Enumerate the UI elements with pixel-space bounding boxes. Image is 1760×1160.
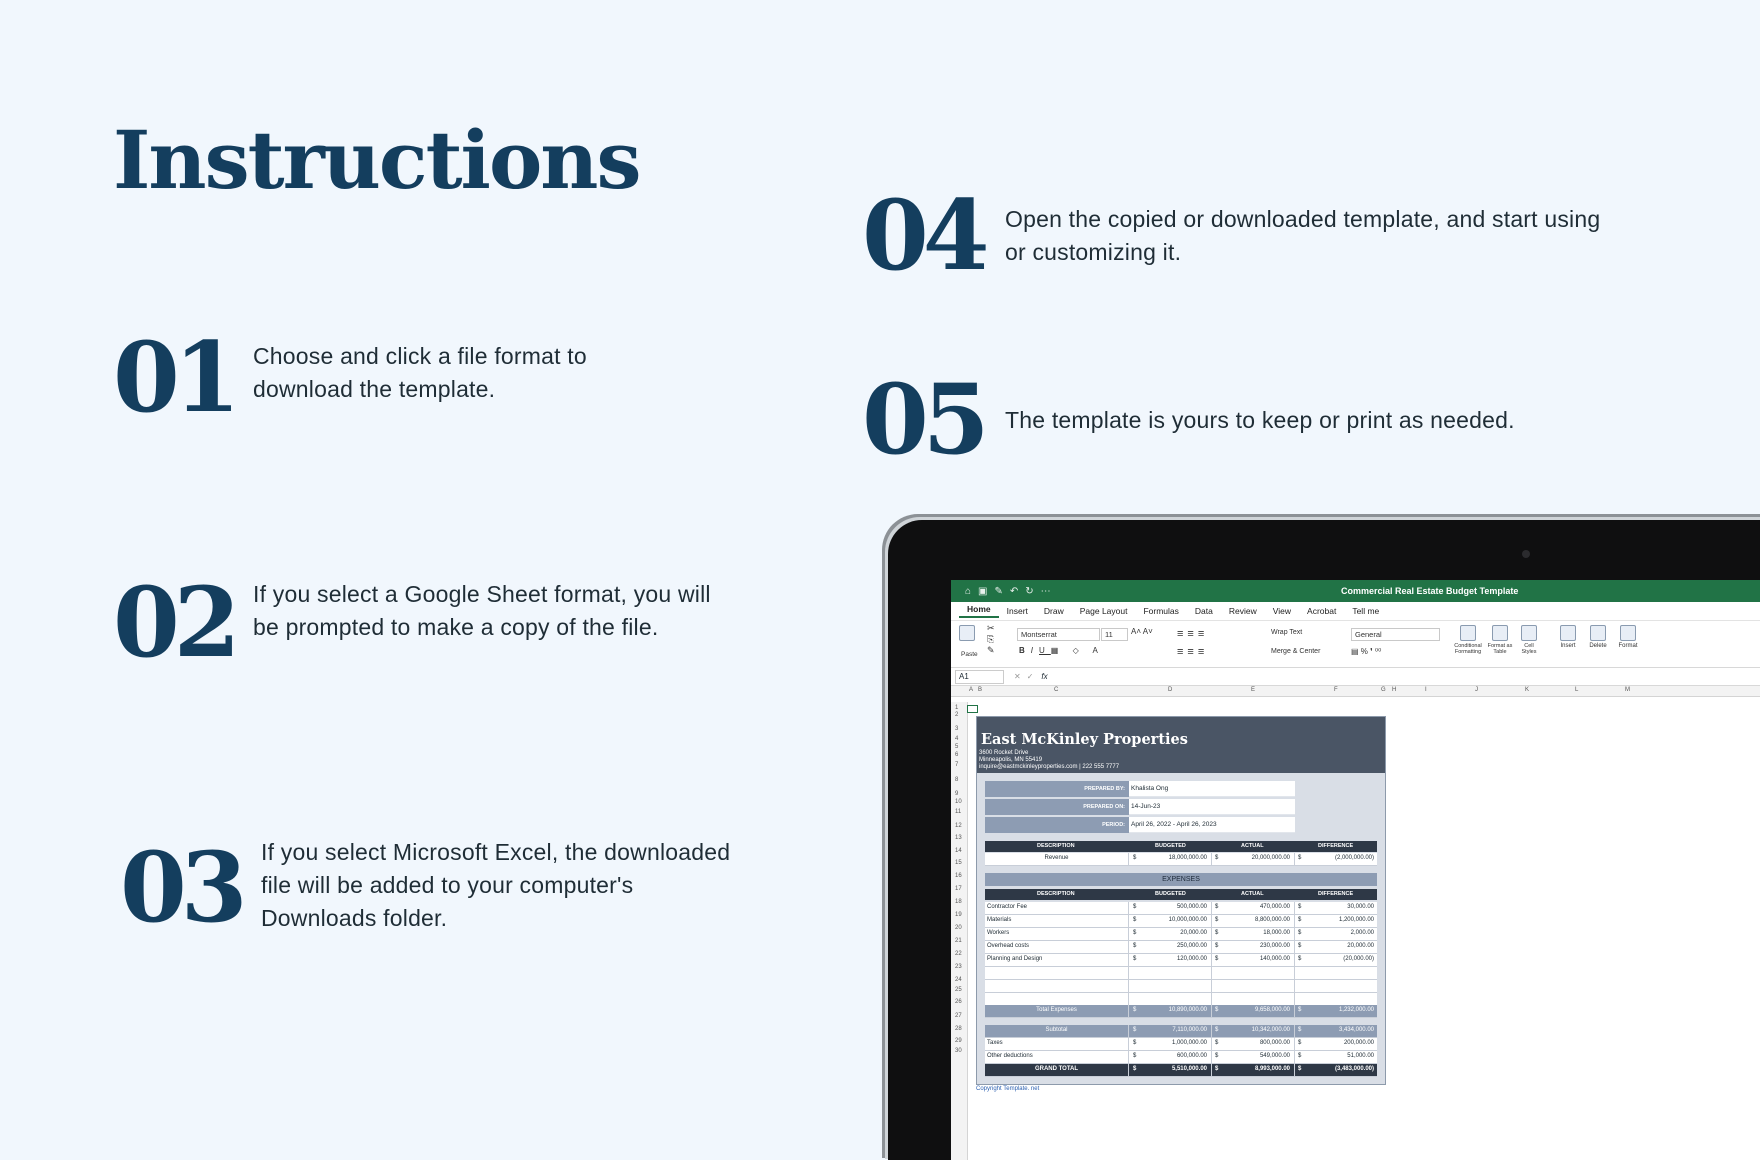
column-header[interactable]: G: [1381, 687, 1386, 693]
excel-window: [951, 580, 1760, 1160]
cut-icon[interactable]: ✂: [987, 623, 995, 633]
currency-symbol: $: [1133, 1053, 1137, 1059]
cell-divider: [1211, 1064, 1212, 1076]
cell-label: Subtotal: [1045, 1027, 1068, 1033]
table-row[interactable]: [985, 967, 1377, 980]
row-header[interactable]: 7: [955, 762, 959, 768]
currency-symbol: $: [1298, 904, 1302, 910]
contact-line: inquire@eastmckinleyproperties.com | 222 555 7777: [979, 764, 1120, 770]
cell-divider: [1294, 1005, 1295, 1017]
row-header[interactable]: 30: [955, 1048, 962, 1054]
ribbon-tabs: [951, 602, 1760, 621]
redo-icon[interactable]: ↻: [1025, 585, 1034, 597]
column-header[interactable]: L: [1575, 687, 1579, 693]
cell-divider: [1294, 954, 1295, 966]
excel-titlebar: [951, 580, 1760, 602]
prepared-by-label: PREPARED BY:: [985, 781, 1129, 797]
row-header[interactable]: 19: [955, 912, 962, 918]
cell-actual: 230,000.00: [1259, 943, 1290, 949]
cell-divider: [1294, 1051, 1295, 1063]
currency-symbol: $: [1133, 943, 1137, 949]
row-header[interactable]: 12: [955, 823, 962, 829]
delete-icon: [1590, 625, 1606, 641]
cell-divider: [1128, 1038, 1129, 1050]
number-format-icons[interactable]: ▤ % ❜ ⁰⁰: [1351, 647, 1382, 656]
save-icon[interactable]: ▣: [978, 585, 988, 597]
row-header[interactable]: 13: [955, 835, 962, 841]
cell-divider: [1128, 1064, 1129, 1076]
cell-difference: (2,000,000.00): [1334, 855, 1374, 861]
cell-budgeted: 18,000,000.00: [1168, 855, 1207, 861]
step-number: 04: [862, 179, 984, 292]
step-text: Choose and click a file format to download the template.: [253, 343, 587, 402]
step-number: 01: [113, 321, 235, 434]
tab-view[interactable]: View: [1272, 606, 1292, 616]
row-header[interactable]: 23: [955, 964, 962, 970]
currency-symbol: $: [1133, 917, 1137, 923]
home-icon[interactable]: ⌂: [965, 585, 972, 597]
insert-cells-button[interactable]: Insert: [1555, 625, 1581, 649]
confirm-icon[interactable]: ✓: [1026, 672, 1034, 681]
header-description: DESCRIPTION: [1037, 843, 1075, 849]
cell-budgeted: 120,000.00: [1176, 956, 1207, 962]
cell-actual: 10,342,000.00: [1251, 1027, 1290, 1033]
cell-divider: [1211, 915, 1212, 927]
step-text: If you select Microsoft Excel, the downloaded file will be added to your computer's Downloads folder.: [261, 839, 731, 931]
step-text: If you select a Google Sheet format, you will be prompted to make a copy of the file.: [253, 581, 711, 640]
cell-difference: 51,000.00: [1347, 1053, 1374, 1059]
cell-divider: [1211, 853, 1212, 865]
currency-symbol: $: [1215, 917, 1219, 923]
delete-cells-button[interactable]: Delete: [1585, 625, 1611, 649]
expenses-band: EXPENSES: [985, 873, 1377, 886]
cell-difference: 200,000.00: [1343, 1040, 1374, 1046]
prepared-by-value[interactable]: Khalista Ong: [1129, 781, 1295, 797]
cell-label: Contractor Fee: [987, 904, 1028, 910]
cell-divider: [1294, 980, 1295, 992]
cell-actual: 549,000.00: [1259, 1053, 1290, 1059]
cell-actual: 9,658,000.00: [1254, 1007, 1290, 1013]
selected-cell[interactable]: [967, 705, 978, 713]
row-header[interactable]: 21: [955, 938, 962, 944]
cell-divider: [1211, 967, 1212, 979]
cell-actual: 8,993,000.00: [1254, 1066, 1290, 1072]
cell-divider: [1128, 902, 1129, 914]
column-header[interactable]: B: [978, 687, 983, 693]
quick-access-toolbar: [951, 586, 1051, 597]
cell-label: Planning and Design: [987, 956, 1043, 962]
step-number: 05: [862, 363, 984, 476]
column-header[interactable]: I: [1425, 687, 1427, 693]
function-icon[interactable]: fx: [1041, 672, 1048, 681]
cell-label: Materials: [987, 917, 1012, 923]
address-line-1: 3600 Rocket Drive: [979, 750, 1029, 756]
row-header[interactable]: 22: [955, 951, 962, 957]
table-row[interactable]: [985, 954, 1377, 967]
currency-symbol: $: [1133, 904, 1137, 910]
cell-label: Total Expenses: [1036, 1007, 1077, 1013]
cell-difference: (3,483,000.00): [1334, 1066, 1374, 1072]
tab-home[interactable]: Home: [959, 604, 999, 618]
cell-divider: [1211, 993, 1212, 1005]
period-value[interactable]: April 26, 2022 - April 26, 2023: [1129, 817, 1295, 833]
cell-divider: [1211, 1051, 1212, 1063]
table-row[interactable]: [985, 853, 1377, 866]
currency-symbol: $: [1298, 1027, 1302, 1033]
currency-symbol: $: [1215, 855, 1219, 861]
cell-difference: 20,000.00: [1347, 943, 1374, 949]
prepared-on-label: PREPARED ON:: [985, 799, 1129, 815]
currency-symbol: $: [1298, 943, 1302, 949]
cell-divider: [1211, 941, 1212, 953]
currency-symbol: $: [1215, 1066, 1219, 1072]
currency-symbol: $: [1298, 930, 1302, 936]
cell-divider: [1211, 980, 1212, 992]
copy-icon[interactable]: ⎘: [987, 634, 995, 644]
header-difference: DIFFERENCE: [1318, 891, 1354, 897]
grow-shrink-font[interactable]: A˄ A˅: [1131, 627, 1153, 636]
merge-center-button[interactable]: Merge & Center: [1271, 648, 1321, 655]
currency-symbol: $: [1215, 943, 1219, 949]
copyright-text[interactable]: Copyright Template. net: [976, 1086, 1040, 1092]
step-text: Open the copied or downloaded template, and start using or customizing it.: [1005, 206, 1601, 265]
currency-symbol: $: [1133, 1027, 1137, 1033]
expenses-table-header: [985, 889, 1377, 900]
cell-actual: 470,000.00: [1259, 904, 1290, 910]
cell-difference: 1,232,000.00: [1338, 1007, 1374, 1013]
cell-label: Taxes: [987, 1040, 1003, 1046]
header-actual: ACTUAL: [1241, 891, 1264, 897]
name-box[interactable]: A1: [955, 670, 1004, 684]
row-header[interactable]: 27: [955, 1013, 962, 1019]
clipboard-icon: [959, 625, 975, 641]
format-icon: [1620, 625, 1636, 641]
conditional-formatting-button[interactable]: Conditional Formatting: [1451, 625, 1485, 655]
currency-symbol: $: [1215, 1027, 1219, 1033]
table-row[interactable]: [985, 980, 1377, 993]
row-headers: [951, 702, 968, 1160]
column-header[interactable]: E: [1251, 687, 1256, 693]
cell-budgeted: 1,000,000.00: [1171, 1040, 1207, 1046]
currency-symbol: $: [1133, 855, 1137, 861]
cell-divider: [1211, 1005, 1212, 1017]
currency-symbol: $: [1298, 1007, 1302, 1013]
cell-divider: [1128, 1025, 1129, 1037]
cell-divider: [1128, 1051, 1129, 1063]
tab-tell-me[interactable]: Tell me: [1352, 606, 1380, 616]
currency-symbol: $: [1215, 1053, 1219, 1059]
page-title: Instructions: [113, 113, 640, 207]
row-header[interactable]: 5: [955, 744, 959, 750]
cancel-icon[interactable]: ✕: [1014, 672, 1021, 681]
cell-divider: [1128, 853, 1129, 865]
row-header[interactable]: 9: [955, 791, 959, 797]
row-header[interactable]: 17: [955, 886, 962, 892]
column-headers: [951, 686, 1760, 697]
header-budgeted: BUDGETED: [1155, 891, 1186, 897]
tab-review[interactable]: Review: [1228, 606, 1257, 616]
cell-divider: [1128, 967, 1129, 979]
cell-label: Revenue: [1044, 855, 1069, 861]
cell-divider: [1294, 915, 1295, 927]
cell-divider: [1211, 1025, 1212, 1037]
cell-divider: [1294, 967, 1295, 979]
cell-actual: 20,000,000.00: [1251, 855, 1290, 861]
clipboard-tools: [987, 623, 995, 656]
font-style-buttons[interactable]: BIU▦ ◇ A: [1019, 646, 1104, 655]
currency-symbol: $: [1133, 1040, 1137, 1046]
cell-divider: [1211, 902, 1212, 914]
column-header[interactable]: M: [1625, 687, 1630, 693]
cell-actual: 8,800,000.00: [1254, 917, 1290, 923]
currency-symbol: $: [1133, 956, 1137, 962]
table-row[interactable]: [985, 1005, 1377, 1018]
header-budgeted: BUDGETED: [1155, 843, 1186, 849]
cell-divider: [1294, 993, 1295, 1005]
currency-symbol: $: [1215, 930, 1219, 936]
cell-difference: 3,434,000.00: [1338, 1027, 1374, 1033]
header-difference: DIFFERENCE: [1318, 843, 1354, 849]
cell-divider: [1128, 980, 1129, 992]
cell-difference: 1,200,000.00: [1338, 917, 1374, 923]
cell-divider: [1294, 1064, 1295, 1076]
column-header[interactable]: J: [1475, 687, 1478, 693]
cell-actual: 18,000.00: [1263, 930, 1290, 936]
row-header[interactable]: 26: [955, 999, 962, 1005]
tab-draw[interactable]: Draw: [1043, 606, 1064, 616]
company-header: [977, 717, 1385, 773]
table-row[interactable]: [985, 1025, 1377, 1038]
font-name-select[interactable]: Montserrat: [1017, 628, 1100, 641]
cell-divider: [1211, 1038, 1212, 1050]
row-header[interactable]: 14: [955, 848, 962, 854]
column-header[interactable]: A: [969, 687, 974, 693]
camera-dot: [1522, 550, 1530, 558]
cell-difference: 30,000.00: [1347, 904, 1374, 910]
currency-symbol: $: [1215, 904, 1219, 910]
cell-budgeted: 10,000,000.00: [1168, 917, 1207, 923]
laptop-mockup: [888, 520, 1760, 1160]
cell-label: Workers: [987, 930, 1010, 936]
table-row[interactable]: [985, 902, 1377, 915]
more-icon[interactable]: ⋯: [1040, 585, 1051, 597]
cell-divider: [1294, 928, 1295, 940]
cell-divider: [1294, 1038, 1295, 1050]
row-header[interactable]: 10: [955, 799, 962, 805]
cell-divider: [1211, 954, 1212, 966]
alignment-icons[interactable]: ≡≡≡ ≡≡≡: [1177, 628, 1209, 658]
cell-styles-button[interactable]: Cell Styles: [1517, 625, 1541, 655]
period-label: PERIOD:: [985, 817, 1129, 833]
column-header[interactable]: H: [1392, 687, 1397, 693]
cell-divider: [1294, 941, 1295, 953]
address-line-2: Minneapolis, MN 55419: [979, 757, 1043, 763]
tab-insert[interactable]: Insert: [1006, 606, 1028, 616]
tab-acrobat[interactable]: Acrobat: [1307, 606, 1337, 616]
cell-difference: (20,000.00): [1343, 956, 1374, 962]
cell-budgeted: 600,000.00: [1176, 1053, 1207, 1059]
column-header[interactable]: C: [1054, 687, 1059, 693]
undo-icon[interactable]: ↶: [1009, 585, 1019, 597]
cell-divider: [1294, 902, 1295, 914]
tab-page-layout[interactable]: Page Layout: [1079, 606, 1128, 616]
column-header[interactable]: D: [1168, 687, 1173, 693]
currency-symbol: $: [1298, 1053, 1302, 1059]
budget-sheet: [976, 716, 1386, 1085]
row-header[interactable]: 24: [955, 977, 962, 983]
currency-symbol: $: [1298, 917, 1302, 923]
step-text: The template is yours to keep or print as needed.: [1005, 407, 1515, 433]
cell-label: Other deductions: [987, 1053, 1033, 1059]
ribbon: [951, 621, 1760, 668]
row-header[interactable]: 11: [955, 809, 962, 815]
tab-formulas[interactable]: Formulas: [1143, 606, 1179, 616]
cell-label: GRAND TOTAL: [1034, 1066, 1079, 1072]
row-header[interactable]: 25: [955, 987, 962, 993]
row-header[interactable]: 6: [955, 752, 959, 758]
paste-button[interactable]: [959, 625, 978, 658]
row-header[interactable]: 8: [955, 777, 959, 783]
cell-difference: 2,000.00: [1350, 930, 1374, 936]
cell-divider: [1128, 915, 1129, 927]
cell-actual: 140,000.00: [1259, 956, 1290, 962]
paste-label: Paste: [961, 651, 978, 658]
format-table-icon: [1492, 625, 1508, 641]
document-title: Commercial Real Estate Budget Template: [1341, 586, 1519, 596]
step-number: 02: [113, 566, 235, 679]
currency-symbol: $: [1298, 1040, 1302, 1046]
cell-divider: [1128, 993, 1129, 1005]
number-format-select[interactable]: General: [1351, 628, 1440, 641]
cell-budgeted: 5,510,000.00: [1171, 1066, 1207, 1072]
currency-symbol: $: [1133, 1066, 1137, 1072]
table-row[interactable]: [985, 1064, 1377, 1077]
currency-symbol: $: [1215, 1040, 1219, 1046]
row-header[interactable]: 20: [955, 925, 962, 931]
format-as-table-button[interactable]: Format as Table: [1487, 625, 1513, 655]
table-row[interactable]: [985, 1051, 1377, 1064]
conditional-formatting-icon: [1460, 625, 1476, 641]
cell-divider: [1128, 954, 1129, 966]
table-row[interactable]: [985, 1038, 1377, 1051]
formula-bar: [951, 668, 1760, 686]
header-description: DESCRIPTION: [1037, 891, 1075, 897]
edit-icon[interactable]: ✎: [994, 585, 1003, 597]
step-number: 03: [120, 831, 242, 944]
table-row[interactable]: [985, 928, 1377, 941]
table-row[interactable]: [985, 941, 1377, 954]
format-painter-icon[interactable]: ✎: [987, 645, 995, 655]
cell-budgeted: 500,000.00: [1176, 904, 1207, 910]
row-header[interactable]: 28: [955, 1026, 962, 1032]
cell-divider: [1128, 1005, 1129, 1017]
prepared-on-value[interactable]: 14-Jun-23: [1129, 799, 1295, 815]
currency-symbol: $: [1298, 1066, 1302, 1072]
font-size-select[interactable]: 11: [1101, 628, 1128, 641]
table-row[interactable]: [985, 915, 1377, 928]
cell-divider: [1128, 941, 1129, 953]
row-header[interactable]: 1: [955, 705, 959, 711]
currency-symbol: $: [1133, 1007, 1137, 1013]
cell-divider: [1211, 928, 1212, 940]
format-cells-button[interactable]: Format: [1615, 625, 1641, 649]
cell-styles-icon: [1521, 625, 1537, 641]
cell-budgeted: 7,110,000.00: [1172, 1027, 1207, 1033]
cell-budgeted: 10,890,000.00: [1168, 1007, 1207, 1013]
revenue-table-header: [985, 841, 1377, 852]
cell-budgeted: 250,000.00: [1176, 943, 1207, 949]
cell-divider: [1128, 928, 1129, 940]
currency-symbol: $: [1298, 855, 1302, 861]
insert-icon: [1560, 625, 1576, 641]
row-header[interactable]: 29: [955, 1038, 962, 1044]
row-header[interactable]: 2: [955, 712, 959, 718]
company-name: East McKinley Properties: [981, 731, 1188, 748]
header-actual: ACTUAL: [1241, 843, 1264, 849]
row-header[interactable]: 3: [955, 726, 959, 732]
row-header[interactable]: 16: [955, 873, 962, 879]
worksheet[interactable]: [951, 702, 1760, 1160]
currency-symbol: $: [1298, 956, 1302, 962]
tab-data[interactable]: Data: [1194, 606, 1213, 616]
cell-divider: [1294, 1025, 1295, 1037]
row-header[interactable]: 4: [955, 736, 959, 742]
column-header[interactable]: K: [1525, 687, 1530, 693]
currency-symbol: $: [1215, 1007, 1219, 1013]
currency-symbol: $: [1215, 956, 1219, 962]
currency-symbol: $: [1133, 930, 1137, 936]
wrap-text-button[interactable]: Wrap Text: [1271, 629, 1303, 636]
row-header[interactable]: 15: [955, 860, 962, 866]
column-header[interactable]: F: [1334, 687, 1338, 693]
cell-budgeted: 20,000.00: [1180, 930, 1207, 936]
cell-label: Overhead costs: [987, 943, 1030, 949]
cell-actual: 800,000.00: [1259, 1040, 1290, 1046]
cell-divider: [1294, 853, 1295, 865]
row-header[interactable]: 18: [955, 899, 962, 905]
